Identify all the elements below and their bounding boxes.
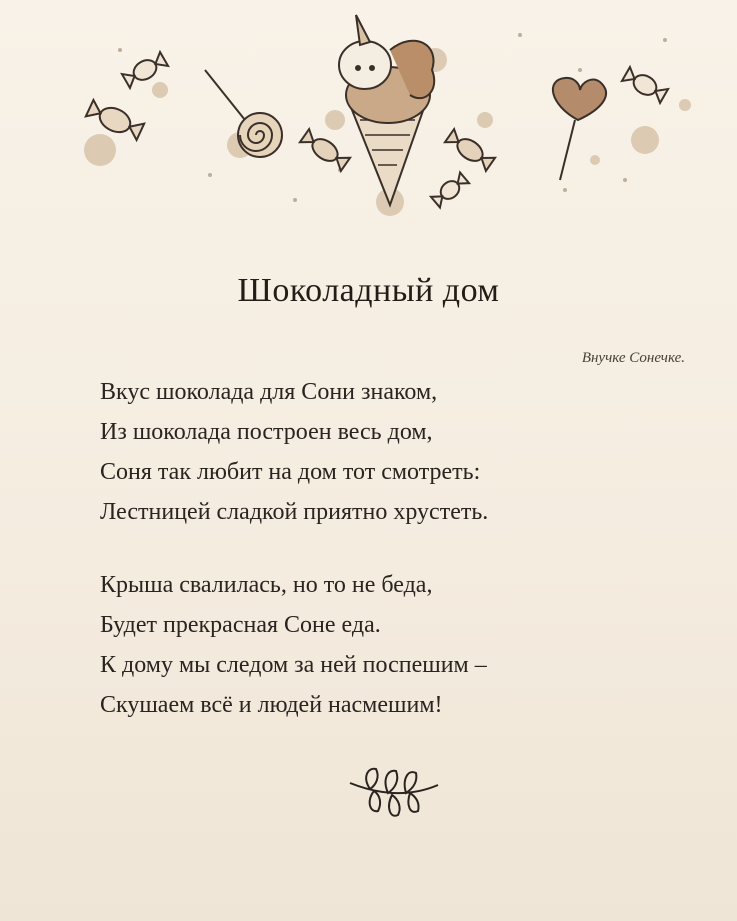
poem-line: Крыша свалилась, но то не беда, <box>100 572 433 598</box>
poem-line: Из шоколада построен весь дом, <box>100 419 433 445</box>
poem-dedication: Внучке Сонечке. <box>581 350 685 366</box>
candy-icon <box>299 128 350 171</box>
poem-line: Вкус шоколада для Сони знаком, <box>100 379 438 405</box>
poem-line: Скушаем всё и людей насмешим! <box>100 692 443 718</box>
sweets-illustration <box>60 10 700 225</box>
poem-title: Шоколадный дом <box>237 272 500 309</box>
sprig-icon <box>340 755 440 825</box>
heart-lollipop-icon <box>553 78 606 180</box>
poem-stanza <box>100 372 700 532</box>
candy-icon <box>430 172 469 209</box>
candy-icon <box>621 66 668 104</box>
candy-icon <box>444 128 495 171</box>
unicorn-ice-cream-icon <box>339 15 434 205</box>
poem-stanza <box>100 565 700 725</box>
poem-line: Соня так любит на дом тот смотреть: <box>100 459 481 485</box>
poem-line: К дому мы следом за ней поспешим – <box>100 652 487 678</box>
poem-line: Будет прекрасная Соне еда. <box>100 612 381 638</box>
lollipop-icon <box>205 70 282 157</box>
poem-line: Лестницей сладкой приятно хрустеть. <box>100 499 489 525</box>
